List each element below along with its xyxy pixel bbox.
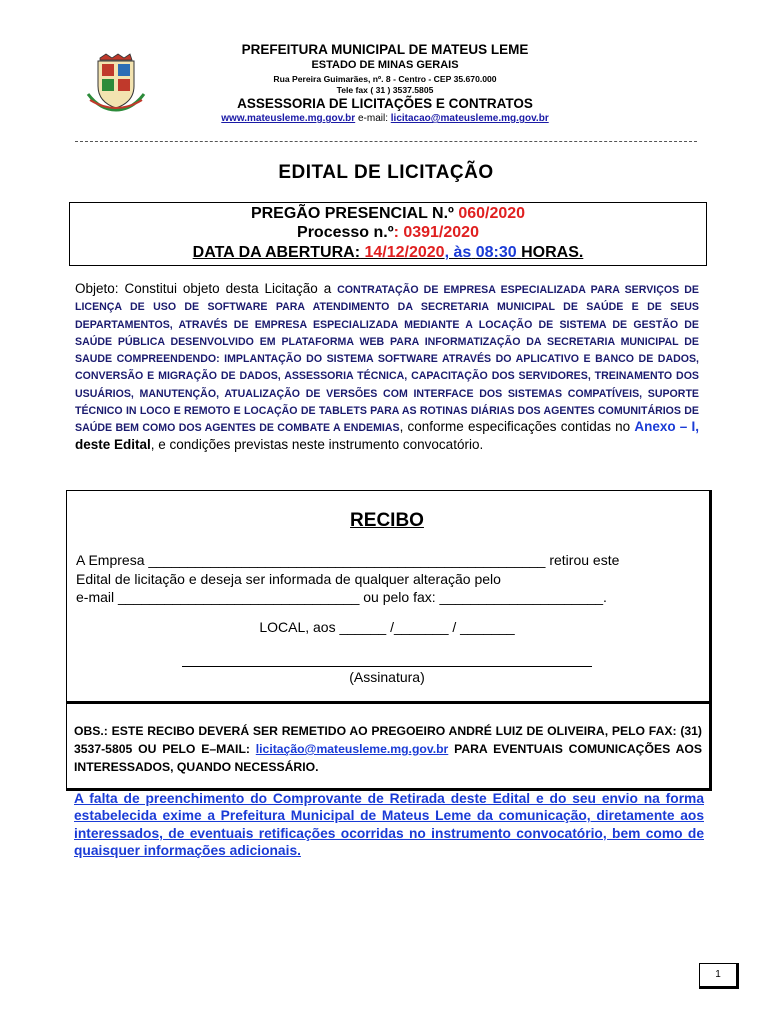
data-label: DATA DA ABERTURA: — [192, 244, 361, 261]
notice-paragraph: A falta de preenchimento do Comprovante de Retirada deste Edital e do seu envio na forma estabelecida exime a Prefeitura Municipal de Mateus Leme da comunicação, diretamente aos interessados, de eventuais retificações ocorridas no instrumento convocatório, bem como de quaisquer informações adicionais. — [74, 791, 704, 858]
page-number: 1 — [699, 963, 739, 989]
obs-email-link[interactable]: licitação@mateusleme.mg.gov.br — [255, 742, 449, 756]
objeto-anexo: Anexo – I, — [634, 419, 699, 435]
obs-text-start: OBS.: ESTE RECIBO DEVERÁ SER REMETIDO AO PREGOEIRO ANDRÉ LUIZ DE OLIVEIRA, PELO FAX: (31) 3537-5805 OU PELO E–MAIL: — [74, 724, 702, 756]
recibo-title: RECIBO — [350, 510, 424, 531]
processo-number: : 0391/2020 — [393, 224, 479, 241]
pregao-label: PREGÃO PRESENCIAL N.º — [250, 205, 454, 222]
header-state: ESTADO DE MINAS GERAIS — [311, 59, 459, 71]
horas-label: HORAS. — [521, 244, 584, 261]
signature-line — [182, 666, 592, 667]
header-links — [150, 113, 620, 124]
header-department: ASSESSORIA DE LICITAÇÕES E CONTRATOS — [237, 96, 533, 111]
processo-label: Processo n.º — [297, 224, 394, 241]
header-telefax: Tele fax ( 31 ) 3537.5805 — [336, 85, 434, 95]
processo-line — [70, 224, 706, 242]
objeto-description: CONTRATAÇÃO DE EMPRESA ESPECIALIZADA PARA SERVIÇOS DE LICENÇA DE USO DE SOFTWARE PARA ATENDIMENTO DA SECRETARIA MUNICIPAL DE SAÚDE E DE SEUS DEPARTAMENTOS, ATRAVÉS DE EMPRESA ESPECIALIZADA MEDIANTE A LOCAÇÃO DE SISTEMA DE GESTÃO DE SAÚDE PÚBLICA DESENVOLVIDO EM PLATAFORMA WEB PARA INFORMATIZAÇÃO DA SECRETARIA MUNICIPAL DE SAUDE COMPREENDENDO: IMPLANTAÇÃO DO SISTEMA SOFTWARE ATRAVÉS DO APLICATIVO E BANCO DE DADOS, CONVERSÃO E MIGRAÇÃO DE DADOS, ASSESSORIA TÉCNICA, CAPACITAÇÃO DOS SERVIDORES, TREINAMENTO DOS USUÁRIOS, MANUTENÇÃO, ATUALIZAÇÃO DE VERSÕES COM INTERFACE DOS SISTEMAS COMPATÍVEIS, SUPORTE TÉCNICO IN LOCO E REMOTO E LOCAÇÃO DE TABLETS PARA AS ROTINAS DIÁRIAS DOS AGENTES COMUNITÁRIOS DE SAÚDE BEM COMO DOS AGENTES DE COMBATE A ENDEMIAS — [75, 284, 699, 435]
objeto-prefix: Objeto: Constitui objeto desta Licitação a — [75, 281, 338, 296]
data-abertura-line — [70, 244, 706, 262]
hora-value: 08:30 — [475, 244, 517, 261]
header-divider — [75, 141, 697, 142]
recibo-line-email: e-mail _______________________________ ou pelo fax: _____________________. — [76, 589, 607, 605]
coat-of-arms-icon — [80, 52, 152, 112]
recibo-form-text — [76, 551, 698, 607]
page-title: EDITAL DE LICITAÇÃO — [278, 162, 494, 183]
recibo-line-edital: Edital de licitação e deseja ser informada de qualquer alteração pelo — [76, 570, 501, 587]
pregao-line — [70, 205, 706, 223]
objeto-suffix: , e condições previstas neste instrumento convocatório. — [150, 436, 484, 452]
objeto-middle: , conforme especificações contidas no — [399, 419, 635, 435]
objeto-paragraph — [75, 281, 699, 453]
obs-text-end: PARA EVENTUAIS COMUNICAÇÕES AOS INTERESSADOS, QUANDO NECESSÁRIO. — [74, 742, 702, 774]
recibo-local-date: LOCAL, aos ______ /_______ / _______ — [259, 619, 515, 635]
email-link[interactable]: licitacao@mateusleme.mg.gov.br — [390, 113, 549, 124]
pregao-number: 060/2020 — [458, 205, 526, 222]
header-address: Rua Pereira Guimarães, nº. 8 - Centro - CEP 35.670.000 — [273, 74, 497, 84]
obs-text — [74, 722, 702, 776]
recibo-line-empresa: A Empresa ___________________________________________________ retirou este — [76, 552, 620, 568]
summary-box — [69, 202, 707, 266]
objeto-edital: deste Edital — [75, 436, 151, 452]
website-link[interactable]: www.mateusleme.mg.gov.br — [221, 113, 356, 124]
email-label: e-mail: — [357, 113, 388, 124]
as-label: , às — [444, 244, 472, 261]
header-title: PREFEITURA MUNICIPAL DE MATEUS LEME — [241, 42, 529, 57]
signature-label: (Assinatura) — [349, 669, 425, 685]
data-value: 14/12/2020 — [364, 244, 445, 261]
